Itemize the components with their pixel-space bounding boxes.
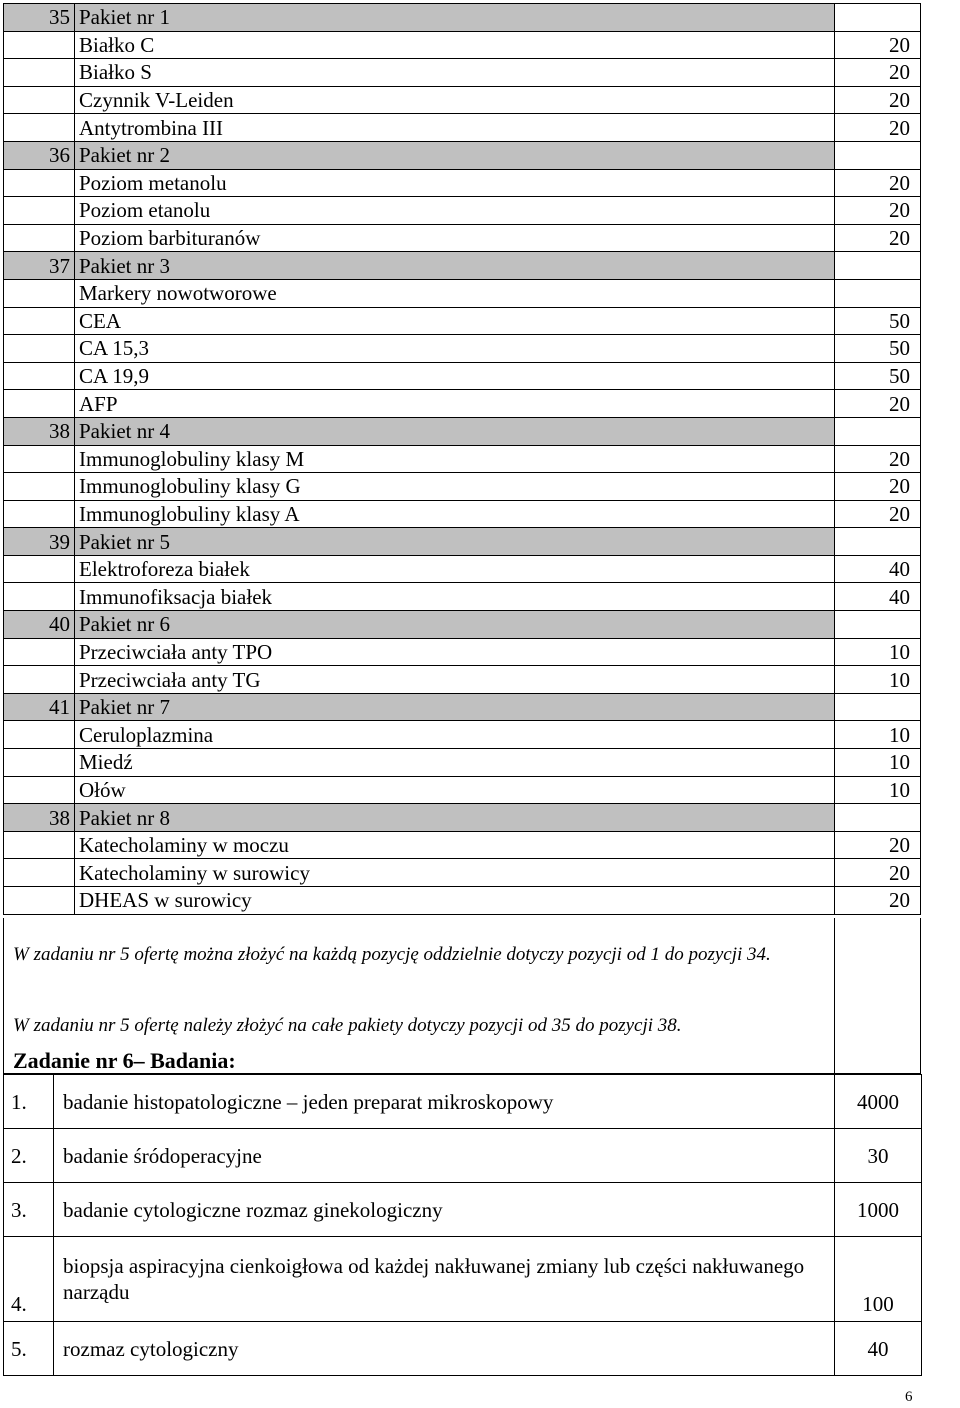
item-name: Katecholaminy w moczu <box>75 831 835 859</box>
table-row <box>4 169 921 197</box>
package-qty-cell <box>835 611 921 639</box>
item-qty <box>835 279 921 307</box>
table-row <box>4 887 921 915</box>
table-row <box>4 1237 922 1322</box>
row-index: 3. <box>4 1183 54 1237</box>
row-number-cell <box>4 224 75 252</box>
package-qty-cell <box>835 417 921 445</box>
table-row <box>4 473 921 501</box>
table-row <box>4 307 921 335</box>
row-number-cell <box>4 279 75 307</box>
row-value: 40 <box>835 1322 922 1376</box>
item-name: Czynnik V-Leiden <box>75 86 835 114</box>
item-name: Przeciwciała anty TPO <box>75 638 835 666</box>
item-name: Miedź <box>75 749 835 777</box>
item-qty: 20 <box>835 831 921 859</box>
item-qty: 20 <box>835 86 921 114</box>
item-name: CA 19,9 <box>75 362 835 390</box>
item-qty: 40 <box>835 583 921 611</box>
package-qty-cell <box>835 693 921 721</box>
item-name: Immunoglobuliny klasy A <box>75 500 835 528</box>
table-row <box>4 638 921 666</box>
package-number: 39 <box>4 528 75 556</box>
item-qty: 10 <box>835 776 921 804</box>
row-description: biopsja aspiracyjna cienkoigłowa od każdej nakłuwanej zmiany lub części nakłuwanego narządu <box>54 1237 835 1322</box>
item-name: CA 15,3 <box>75 335 835 363</box>
item-name: DHEAS w surowicy <box>75 887 835 915</box>
packages-table-body <box>4 4 921 915</box>
item-qty: 20 <box>835 114 921 142</box>
row-number-cell <box>4 831 75 859</box>
row-number-cell <box>4 583 75 611</box>
item-qty: 10 <box>835 666 921 694</box>
item-qty: 50 <box>835 362 921 390</box>
table-row <box>4 583 921 611</box>
table-row <box>4 1322 922 1376</box>
row-number-cell <box>4 114 75 142</box>
package-header-row <box>4 693 921 721</box>
item-name: Białko C <box>75 31 835 59</box>
item-qty: 50 <box>835 307 921 335</box>
packages-table <box>3 3 921 915</box>
row-number-cell <box>4 86 75 114</box>
package-qty-cell <box>835 4 921 32</box>
item-qty: 10 <box>835 721 921 749</box>
table-row <box>4 197 921 225</box>
row-value: 30 <box>835 1129 922 1183</box>
package-header-row <box>4 252 921 280</box>
row-number-cell <box>4 445 75 473</box>
item-qty: 20 <box>835 500 921 528</box>
task6-table <box>3 1074 922 1376</box>
row-number-cell <box>4 887 75 915</box>
table-row <box>4 1183 922 1237</box>
table-row <box>4 335 921 363</box>
table-row <box>4 749 921 777</box>
item-qty: 10 <box>835 638 921 666</box>
item-name: Poziom metanolu <box>75 169 835 197</box>
item-qty: 20 <box>835 859 921 887</box>
package-header-row <box>4 611 921 639</box>
table-row <box>4 59 921 87</box>
item-name: Białko S <box>75 59 835 87</box>
package-title: Pakiet nr 8 <box>75 804 835 832</box>
item-qty: 20 <box>835 390 921 418</box>
table-row <box>4 31 921 59</box>
package-title: Pakiet nr 4 <box>75 417 835 445</box>
row-number-cell <box>4 362 75 390</box>
note-individual-positions: W zadaniu nr 5 ofertę można złożyć na każdą pozycję oddzielnie dotyczy pozycji od 1 do pozycji 34. <box>13 944 771 965</box>
package-number: 41 <box>4 693 75 721</box>
table-row <box>4 831 921 859</box>
table-row <box>4 555 921 583</box>
table-row <box>4 500 921 528</box>
item-name: Poziom etanolu <box>75 197 835 225</box>
page-number: 6 <box>905 1389 913 1405</box>
table-row <box>4 721 921 749</box>
table-row <box>4 1129 922 1183</box>
table-row <box>4 86 921 114</box>
row-value: 100 <box>835 1237 922 1322</box>
table-row <box>4 445 921 473</box>
row-number-cell <box>4 555 75 583</box>
package-title: Pakiet nr 3 <box>75 252 835 280</box>
item-name: Immunoglobuliny klasy G <box>75 473 835 501</box>
table-row <box>4 390 921 418</box>
row-number-cell <box>4 31 75 59</box>
row-value: 4000 <box>835 1075 922 1129</box>
notes-panel <box>3 918 834 1074</box>
package-title: Pakiet nr 7 <box>75 693 835 721</box>
row-number-cell <box>4 59 75 87</box>
package-number: 38 <box>4 804 75 832</box>
package-number: 37 <box>4 252 75 280</box>
package-qty-cell <box>835 804 921 832</box>
package-header-row <box>4 4 921 32</box>
item-qty: 20 <box>835 445 921 473</box>
row-value: 1000 <box>835 1183 922 1237</box>
table-row <box>4 362 921 390</box>
row-index: 4. <box>4 1237 54 1322</box>
item-name: Przeciwciała anty TG <box>75 666 835 694</box>
package-qty-cell <box>835 528 921 556</box>
item-name: Immunofiksacja białek <box>75 583 835 611</box>
item-name: Katecholaminy w surowicy <box>75 859 835 887</box>
row-number-cell <box>4 721 75 749</box>
item-name: Ceruloplazmina <box>75 721 835 749</box>
item-name: Elektroforeza białek <box>75 555 835 583</box>
item-name: AFP <box>75 390 835 418</box>
item-name: Immunoglobuliny klasy M <box>75 445 835 473</box>
package-number: 35 <box>4 4 75 32</box>
table-row <box>4 224 921 252</box>
item-qty: 20 <box>835 887 921 915</box>
table-row <box>4 279 921 307</box>
package-number: 36 <box>4 141 75 169</box>
row-description: badanie histopatologiczne – jeden preparat mikroskopowy <box>54 1075 835 1129</box>
package-title: Pakiet nr 2 <box>75 141 835 169</box>
item-qty: 20 <box>835 59 921 87</box>
row-number-cell <box>4 776 75 804</box>
row-index: 2. <box>4 1129 54 1183</box>
package-title: Pakiet nr 5 <box>75 528 835 556</box>
row-number-cell <box>4 390 75 418</box>
table-row <box>4 666 921 694</box>
package-title: Pakiet nr 6 <box>75 611 835 639</box>
package-header-row <box>4 528 921 556</box>
row-index: 5. <box>4 1322 54 1376</box>
package-title: Pakiet nr 1 <box>75 4 835 32</box>
row-number-cell <box>4 169 75 197</box>
package-header-row <box>4 417 921 445</box>
table-row <box>4 859 921 887</box>
item-name: CEA <box>75 307 835 335</box>
item-qty: 20 <box>835 169 921 197</box>
item-qty: 20 <box>835 197 921 225</box>
item-qty: 20 <box>835 31 921 59</box>
item-name: Poziom barbituranów <box>75 224 835 252</box>
row-number-cell <box>4 335 75 363</box>
item-qty: 20 <box>835 224 921 252</box>
row-number-cell <box>4 197 75 225</box>
package-qty-cell <box>835 252 921 280</box>
row-number-cell <box>4 638 75 666</box>
row-description: badanie cytologiczne rozmaz ginekologiczny <box>54 1183 835 1237</box>
package-header-row <box>4 141 921 169</box>
package-number: 40 <box>4 611 75 639</box>
row-number-cell <box>4 473 75 501</box>
row-description: rozmaz cytologiczny <box>54 1322 835 1376</box>
item-qty: 10 <box>835 749 921 777</box>
row-number-cell <box>4 500 75 528</box>
item-qty: 50 <box>835 335 921 363</box>
row-index: 1. <box>4 1075 54 1129</box>
item-name: Ołów <box>75 776 835 804</box>
table-row <box>4 776 921 804</box>
table-row <box>4 114 921 142</box>
package-number: 38 <box>4 417 75 445</box>
notes-panel-right <box>834 918 921 1074</box>
row-number-cell <box>4 859 75 887</box>
item-name: Markery nowotworowe <box>75 279 835 307</box>
item-qty: 20 <box>835 473 921 501</box>
row-description: badanie śródoperacyjne <box>54 1129 835 1183</box>
task6-heading: Zadanie nr 6– Badania: <box>13 1048 236 1073</box>
item-name: Antytrombina III <box>75 114 835 142</box>
note-whole-packages: W zadaniu nr 5 ofertę należy złożyć na całe pakiety dotyczy pozycji od 35 do pozycji 38. <box>13 1015 682 1036</box>
package-qty-cell <box>835 141 921 169</box>
row-number-cell <box>4 749 75 777</box>
row-number-cell <box>4 307 75 335</box>
package-header-row <box>4 804 921 832</box>
item-qty: 40 <box>835 555 921 583</box>
table-row <box>4 1075 922 1129</box>
row-number-cell <box>4 666 75 694</box>
